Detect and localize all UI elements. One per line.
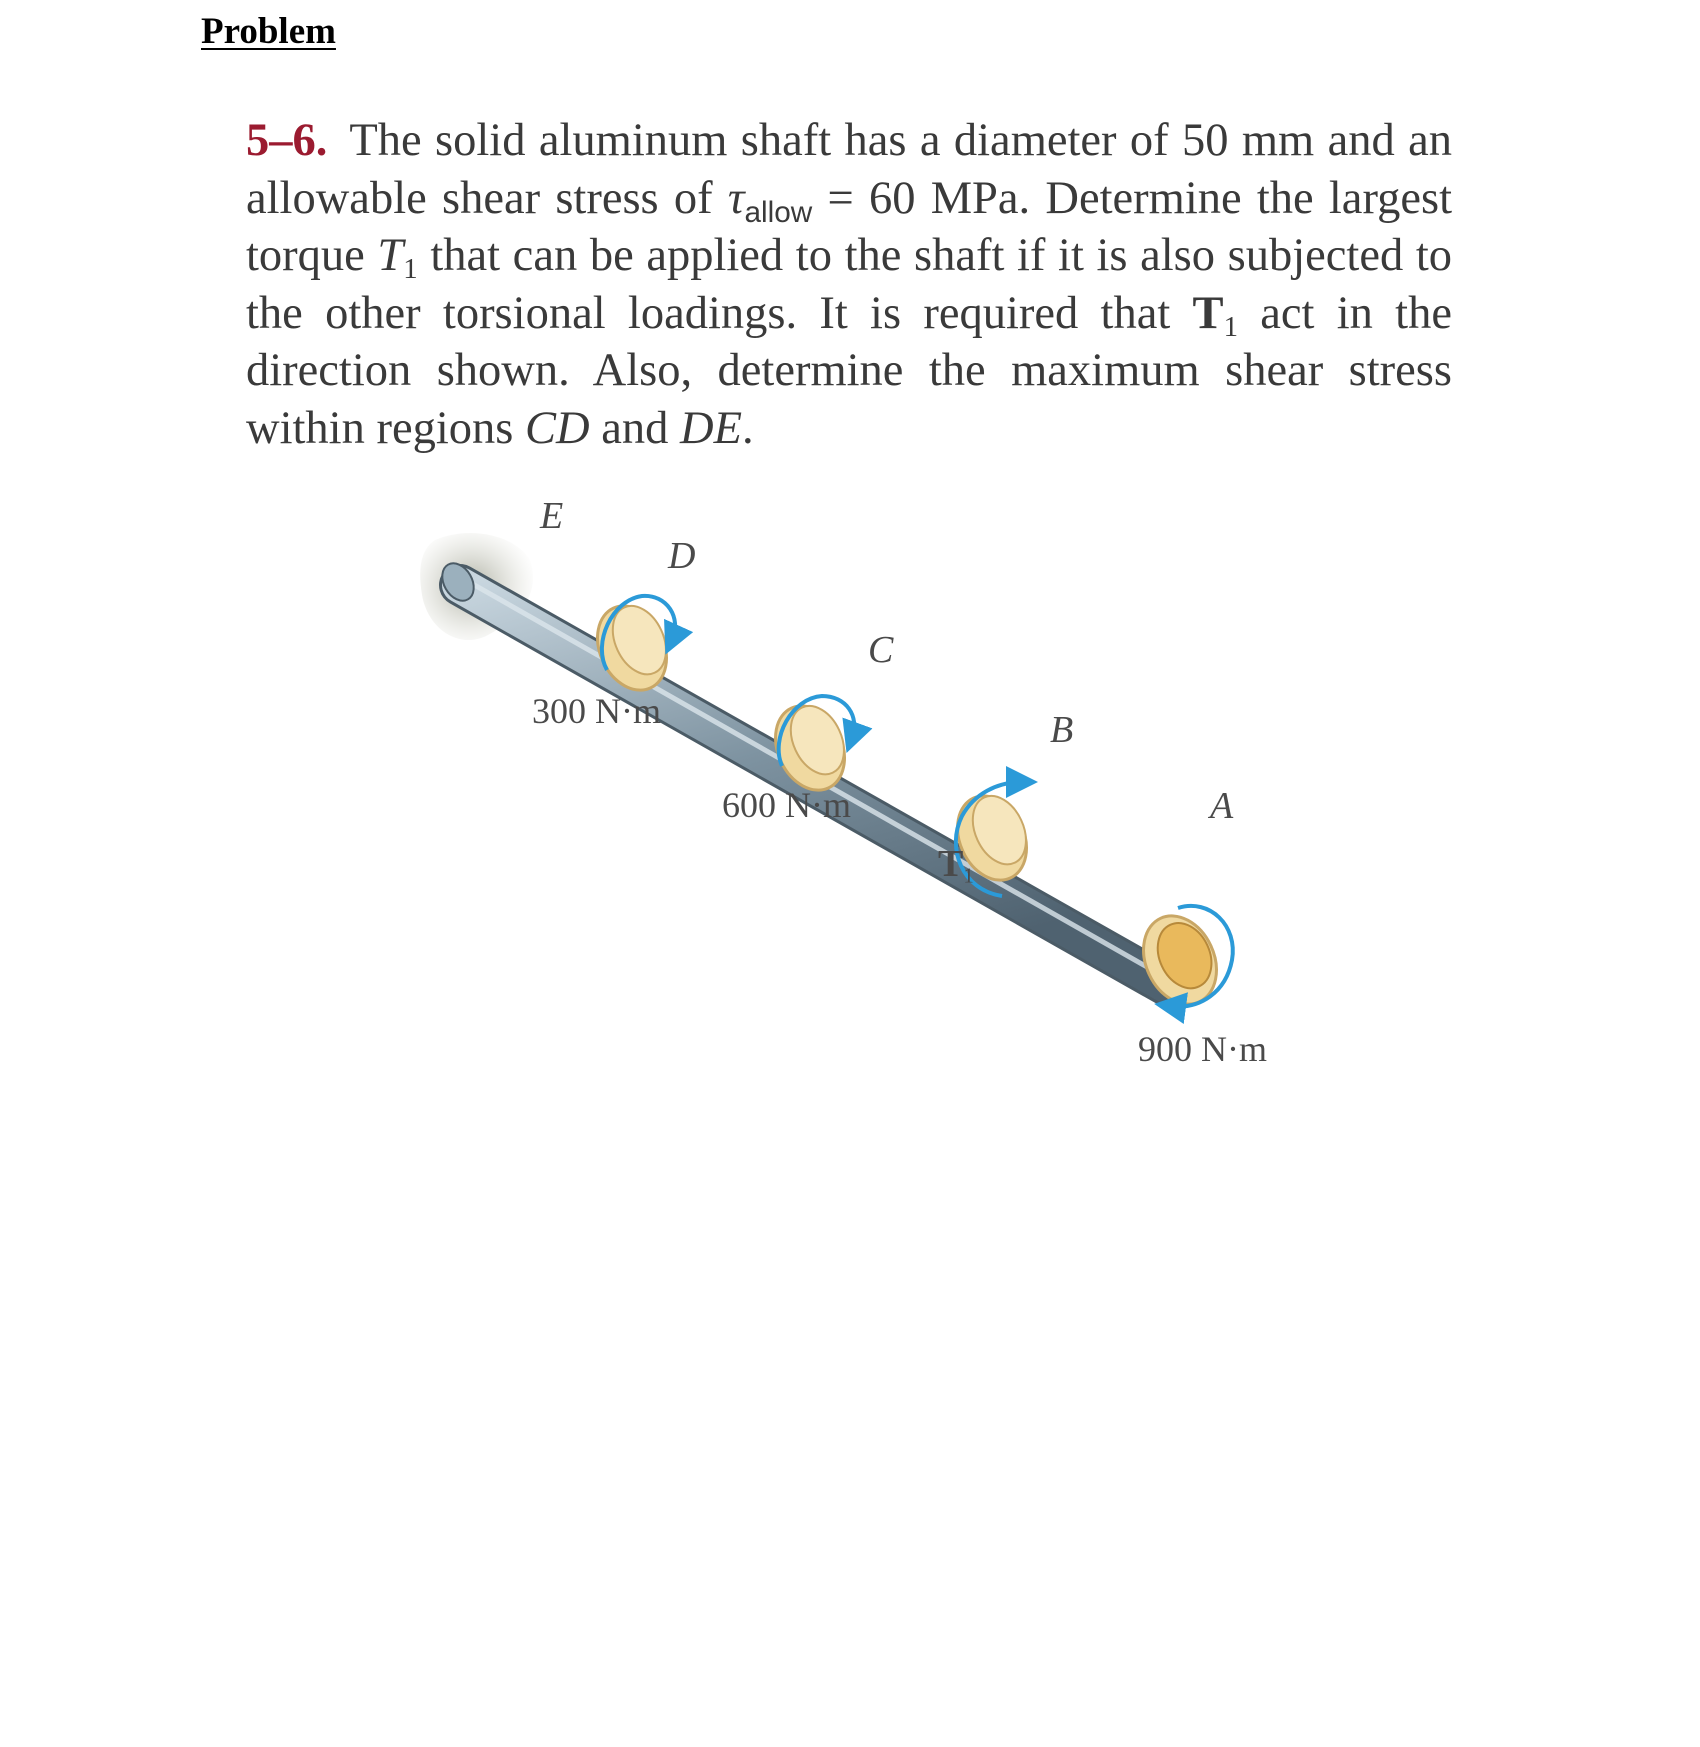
tau-subscript: allow xyxy=(744,195,813,229)
torque-symbol-bold: T xyxy=(1192,287,1224,339)
label-a: A xyxy=(1210,785,1234,827)
problem-statement xyxy=(246,112,1452,457)
label-b: B xyxy=(1050,709,1074,751)
torque-label-c: 600 N·m xyxy=(722,785,851,825)
torque-b-symbol: T xyxy=(938,843,964,885)
shaft-figure xyxy=(400,495,1300,1080)
torque-subscript-bold: 1 xyxy=(1223,310,1238,343)
problem-text-1: The solid aluminum shaft has a diameter of 50 mm and an allowable shear stress of xyxy=(246,115,1452,224)
gear-a xyxy=(1130,904,1233,1016)
label-e: E xyxy=(540,495,564,537)
tau-symbol: τ xyxy=(727,172,745,224)
torque-b-subscript: 1 xyxy=(963,863,974,888)
problem-text-3: that can be applied to the shaft if it is also subjected to the other torsional loadings. It is required that xyxy=(246,230,1453,339)
problem-number: 5–6. xyxy=(246,115,328,166)
torque-label-a: 900 N·m xyxy=(1138,1029,1267,1069)
torque-symbol-italic: T xyxy=(377,230,404,281)
problem-text-5: and xyxy=(589,402,680,454)
region-de: DE xyxy=(679,402,742,454)
label-d: D xyxy=(668,535,696,577)
problem-text-2: = 60 MPa. Determine the largest torque xyxy=(246,172,1452,281)
label-c: C xyxy=(868,629,894,671)
problem-text-4: act in the direction shown. Also, determine the maximum shear stress within regions xyxy=(246,287,1452,454)
problem-heading: Problem xyxy=(201,11,336,52)
torque-label-b xyxy=(938,842,974,888)
torque-label-d: 300 N·m xyxy=(532,691,661,731)
torque-subscript-italic: 1 xyxy=(403,253,418,286)
region-cd: CD xyxy=(524,402,590,454)
problem-text-6: . xyxy=(741,402,754,454)
